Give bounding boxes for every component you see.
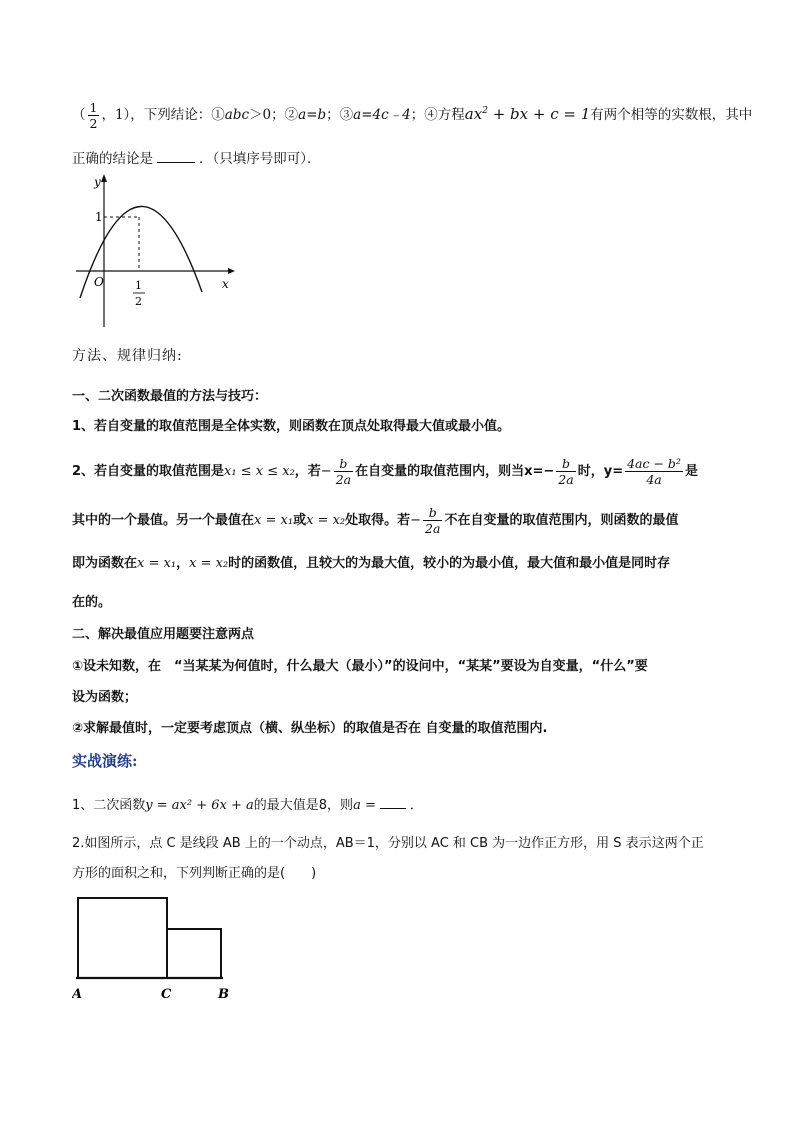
question-1: 1、二次函数y = ax² + 6x + a的最大值是8，则a = ．	[72, 798, 423, 813]
answer-hint: ．（只填序号即可）．	[199, 151, 321, 167]
paren-open: （	[72, 107, 86, 123]
problem-line-2	[72, 147, 321, 167]
point-a-label: A	[72, 987, 83, 1002]
x-axis-label: x	[222, 277, 229, 291]
fraction-b-over-2a: $\frac{b}{2a}$	[335, 456, 352, 487]
parabola-graph	[70, 172, 240, 332]
square-ac	[78, 898, 167, 978]
point-c-label: C	[161, 987, 172, 1002]
question-2-line-2: 方形的面积之和，下列判断正确的是( )	[72, 866, 317, 881]
problem-line-1	[72, 100, 752, 131]
x-tick-numerator: 1	[135, 279, 142, 292]
rule-2-line-1: 2、若自变量的取值范围是x₁ ≤ x ≤ x₂，若− $\frac{b}{2a}$ 在自变量的取值范围内，则当x=− $\frac{b}{2a}$ 时，y= $\frac{\text{4ac − b²}}{4a}$ 是	[72, 456, 698, 487]
sep-3: ；③	[326, 107, 354, 123]
range-expr: x₁ ≤ x ≤ x₂	[224, 464, 295, 479]
answer-blank-q1[interactable]	[380, 796, 406, 809]
expr-a-eq-b: a=b	[298, 107, 327, 123]
answer-blank[interactable]	[157, 150, 195, 163]
expr-gt0: ＞0；②	[249, 107, 299, 123]
squares-figure	[72, 890, 242, 1005]
x-axis-arrow	[228, 268, 235, 274]
expr-abc: abc	[224, 107, 250, 123]
x-tick-denominator: 2	[135, 295, 142, 308]
equation: $ax^2$ + bx + c = 1	[464, 105, 591, 123]
expr-a-eq-4c: a=4c﹣4	[353, 107, 411, 123]
section-1-title: 一、二次函数最值的方法与技巧：	[72, 389, 268, 404]
question-2-line-1: 2.如图所示，点 C 是线段 AB 上的一个动点，AB＝1，分别以 AC 和 CB 为一边作正方形，用 S 表示这两个正	[72, 836, 704, 851]
point-b-label: B	[218, 987, 229, 1002]
max-value: 8	[318, 798, 328, 813]
y-axis-label: y	[94, 175, 101, 189]
rule-2-line-3: 即为函数在x = x₁，x = x₂时的函数值，且较大的为最大值，较小的为最小值，最大值和最小值是同时存	[72, 556, 671, 571]
sep-4: ；④方程	[410, 107, 465, 123]
y-axis-arrow	[101, 174, 107, 182]
rule-2-line-2: 其中的一个最值。另一个最值在x = x₁或x = x₂处取得。若− $\frac{b}{2a}$ 不在自变量的取值范围内，则函数的最值	[72, 505, 679, 536]
square-cb	[167, 929, 221, 978]
origin-label: O	[94, 275, 104, 289]
rule-2-line-4: 在的。	[72, 595, 112, 610]
method-title: 方法、规律归纳:	[72, 348, 183, 364]
section-2-title: 二、解决最值应用题要注意两点	[72, 627, 255, 642]
y-tick-label: 1	[95, 210, 103, 224]
conclusion-intro: ，1），下列结论：①	[101, 107, 225, 123]
practice-title: 实战演练:	[72, 752, 138, 770]
fraction-half: $\frac{1}{2}$	[89, 100, 98, 131]
note-1-line-1: ①设未知数，在 “当某某为何值时，什么最大（最小）”的设问中，“某某”要设为自变量，“什么”要	[72, 659, 648, 674]
answer-prompt: 正确的结论是	[72, 151, 153, 167]
fraction-b-over-2a-2: $\frac{b}{2a}$	[558, 456, 574, 487]
conclusion-tail: 有两个相等的实数根，其中	[590, 107, 753, 123]
fraction-b-over-2a-3: $\frac{b}{2a}$	[425, 505, 441, 536]
fraction-vertex-y: $\frac{\text{4ac − b²}}{4a}$	[627, 456, 681, 487]
note-1-line-2: 设为函数；	[72, 690, 138, 705]
function-expr: y = ax² + 6x + a	[145, 798, 254, 813]
note-2: ②求解最值时，一定要考虑顶点（横、纵坐标）的取值是否在 自变量的取值范围内.	[72, 721, 548, 736]
rule-1: 1、若自变量的取值范围是全体实数，则函数在顶点处取得最大值或最小值。	[72, 419, 511, 434]
